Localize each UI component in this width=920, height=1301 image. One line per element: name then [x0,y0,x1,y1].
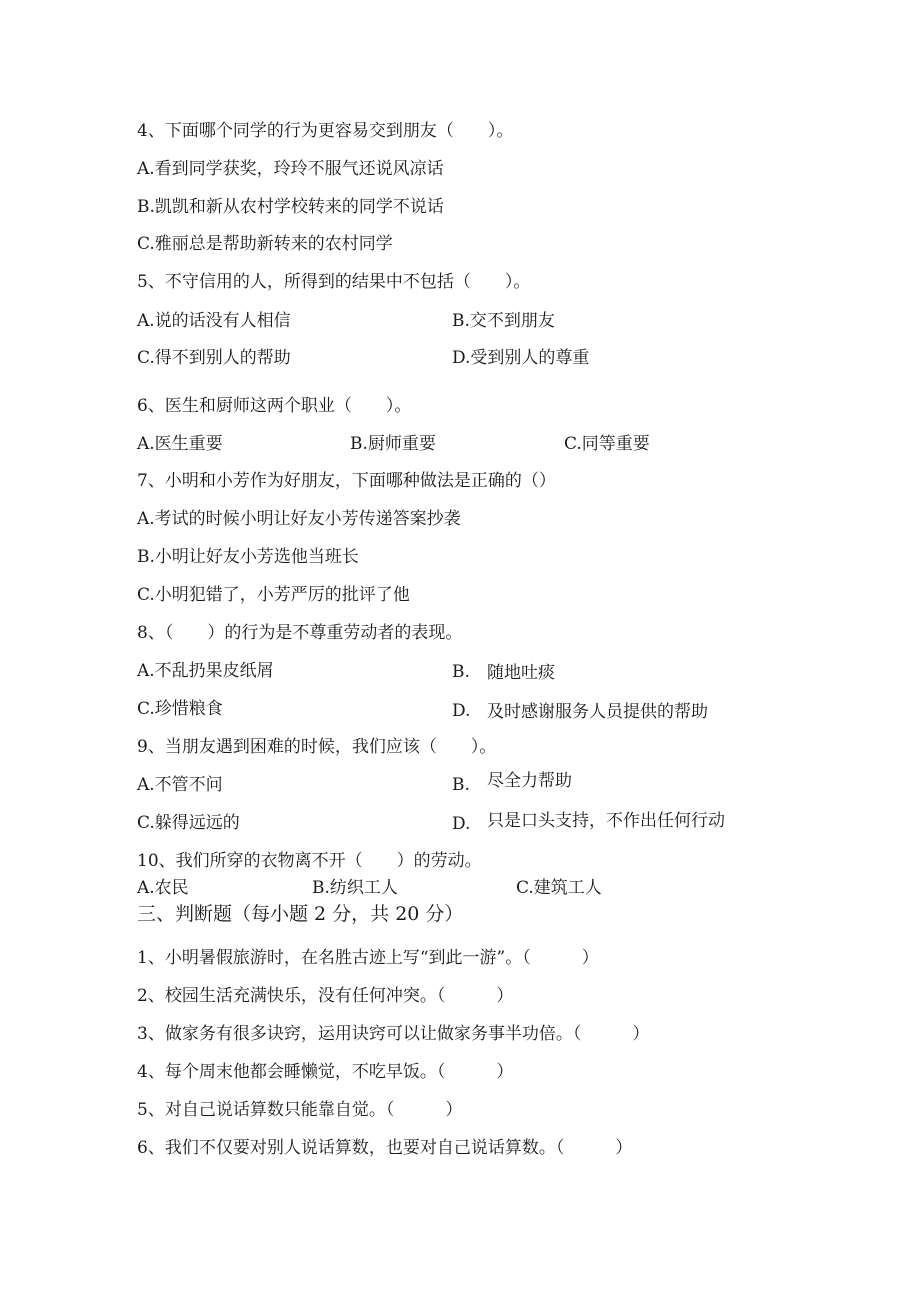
question-7-stem: 7、小明和小芳作为好朋友，下面哪种做法是正确的（） [137,471,556,491]
judgment-item-3: 3、做家务有很多诀窍，运用诀窍可以让做家务事半功倍。（ ） [137,1024,650,1044]
question-7-option-a: A.考试的时候小明让好友小芳传递答案抄袭 [137,509,461,529]
judgment-item-2: 2、校园生活充满快乐，没有任何冲突。（ ） [137,986,514,1006]
question-10-option-b: B.纺织工人 [312,878,398,898]
question-6-option-b: B.厨师重要 [350,434,436,454]
section-3-title: 三、判断题（每小题 2 分，共 20 分） [137,903,464,925]
question-5-option-d: D.受到别人的尊重 [452,348,590,368]
question-9-option-c: C.躲得远远的 [137,813,240,833]
question-10-option-c: C.建筑工人 [516,878,602,898]
question-10-stem: 10、我们所穿的衣物离不开（ ）的劳动。 [137,851,482,871]
question-8-stem: 8、（ ）的行为是不尊重劳动者的表现。 [137,623,463,643]
question-9-option-d-letter: D. [452,814,471,834]
judgment-item-1: 1、小明暑假旅游时，在名胜古迹上写“到此一游”。（ ） [137,948,599,968]
question-4-stem: 4、下面哪个同学的行为更容易交到朋友（ ）。 [137,121,514,141]
question-9-option-a: A.不管不问 [137,775,223,795]
judgment-item-5: 5、对自己说话算数只能靠自觉。（ ） [137,1100,463,1120]
question-7-option-c: C.小明犯错了，小芳严厉的批评了他 [137,585,410,605]
question-8-option-a: A.不乱扔果皮纸屑 [137,661,274,681]
question-4-option-b: B.凯凯和新从农村学校转来的同学不说话 [137,197,444,217]
question-8-option-c: C.珍惜粮食 [137,699,223,719]
question-5-stem: 5、不守信用的人，所得到的结果中不包括（ ）。 [137,272,531,292]
judgment-item-6: 6、我们不仅要对别人说话算数，也要对自己说话算数。（ ） [137,1138,633,1158]
question-8-option-b-text: 随地吐痰 [487,663,555,683]
question-4-option-c: C.雅丽总是帮助新转来的农村同学 [137,234,393,254]
question-9-stem: 9、当朋友遇到困难的时候，我们应该（ ）。 [137,737,497,757]
question-6-option-a: A.医生重要 [137,434,223,454]
question-8-option-d-text: 及时感谢服务人员提供的帮助 [487,702,708,722]
question-9-option-b-letter: B. [452,775,470,795]
question-6-option-c: C.同等重要 [564,434,650,454]
question-7-option-b: B.小明让好友小芳选他当班长 [137,547,359,567]
question-8-option-d-letter: D. [452,701,471,721]
question-10-option-a: A.农民 [137,878,189,898]
question-5-option-b: B.交不到朋友 [452,311,555,331]
question-9-option-d-text: 只是口头支持，不作出任何行动 [487,811,725,831]
question-8-option-b-letter: B. [452,662,470,682]
question-5-option-c: C.得不到别人的帮助 [137,348,291,368]
question-9-option-b-text: 尽全力帮助 [487,771,572,791]
question-6-stem: 6、医生和厨师这两个职业（ ）。 [137,396,412,416]
judgment-item-4: 4、每个周末他都会睡懒觉，不吃早饭。（ ） [137,1062,514,1082]
question-4-option-a: A.看到同学获奖，玲玲不服气还说风凉话 [137,159,444,179]
question-5-option-a: A.说的话没有人相信 [137,311,291,331]
